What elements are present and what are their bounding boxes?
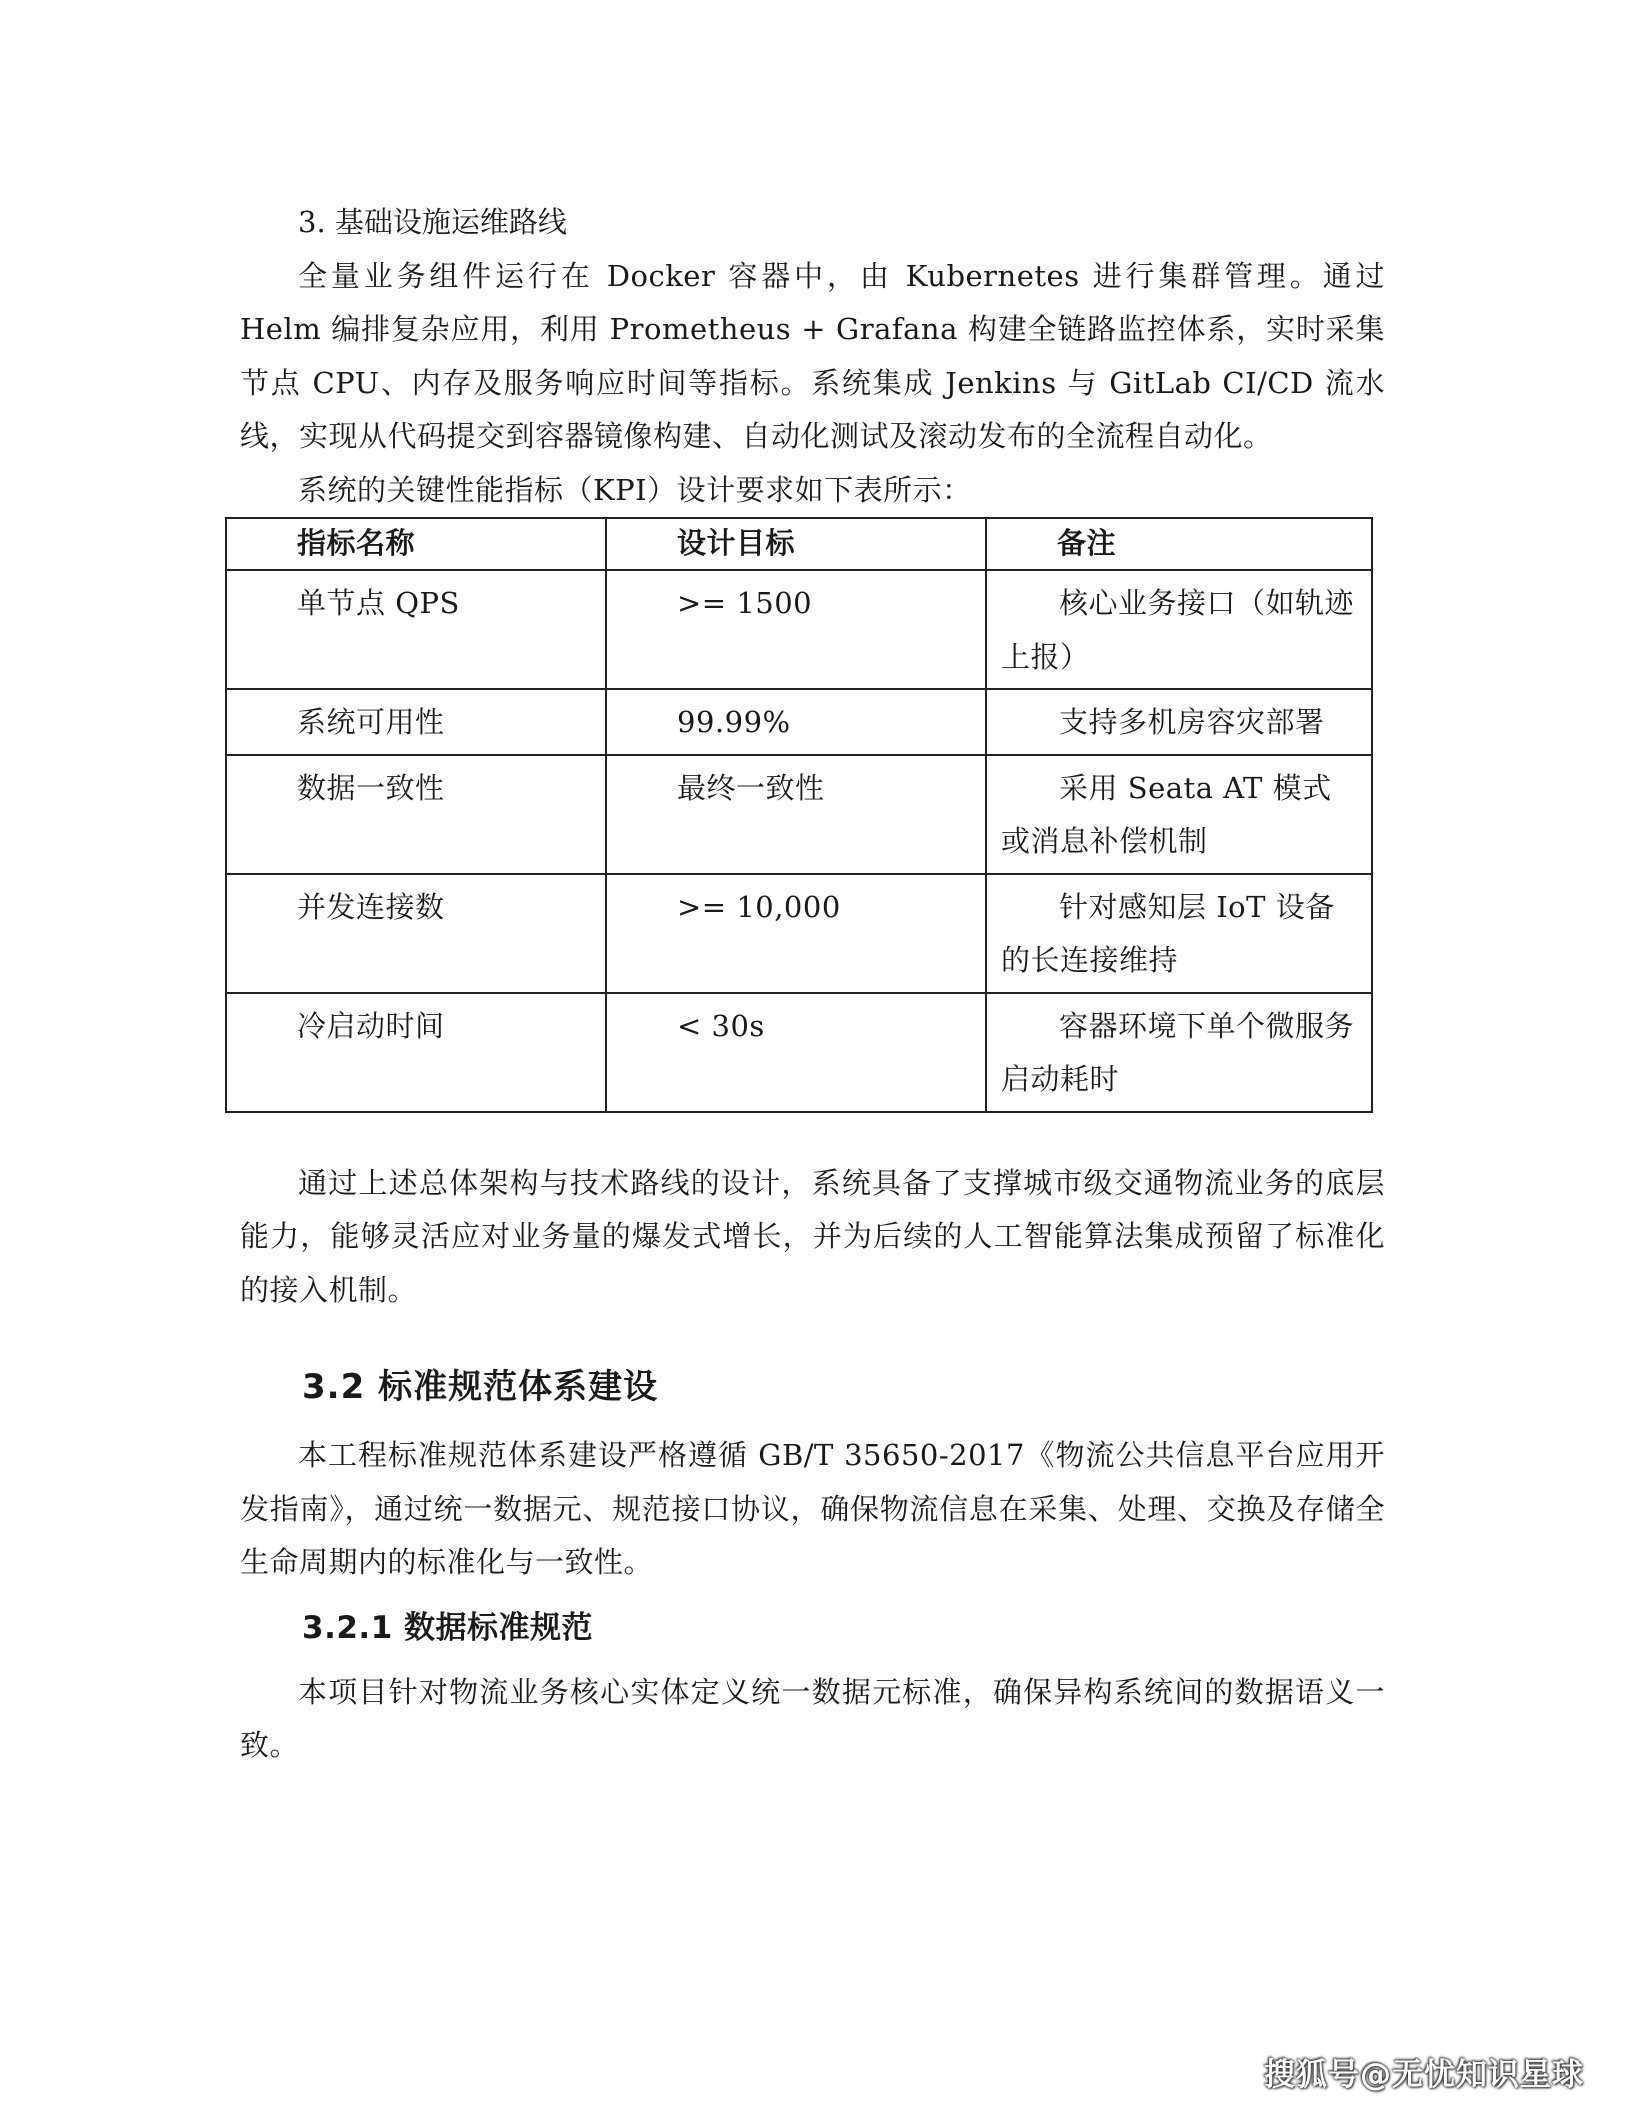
- spacer: [240, 1656, 1385, 1666]
- cell-metric: 单节点 QPS: [226, 570, 606, 689]
- paragraph-infra: 全量业务组件运行在 Docker 容器中，由 Kubernetes 进行集群管理。通过 Helm 编排复杂应用，利用 Prometheus + Grafana 构建全链路监控体系，实时采集节点 CPU、内存及服务响应时间等指标。系统集成 Jenkins 与 GitLab CI/CD 流水线，实现从代码提交到容器镜像构建、自动化测试及滚动发布的全流程自动化。: [240, 258, 1385, 453]
- table-row: [226, 689, 1372, 755]
- spacer: [240, 1590, 1385, 1600]
- cell-remark: 容器环境下单个微服务启动耗时: [986, 993, 1372, 1112]
- cell-metric: 冷启动时间: [226, 993, 606, 1112]
- kpi-table: [225, 517, 1373, 1113]
- header-remarks: 备注: [986, 518, 1372, 570]
- table-row: [226, 755, 1372, 874]
- cell-remark: 核心业务接口（如轨迹上报）: [986, 570, 1372, 689]
- paragraph-summary: 通过上述总体架构与技术路线的设计，系统具备了支撑城市级交通物流业务的底层能力，能够灵活应对业务量的爆发式增长，并为后续的人工智能算法集成预留了标准化的接入机制。: [240, 1165, 1385, 1307]
- cell-target: 最终一致性: [606, 755, 986, 874]
- cell-target: 99.99%: [606, 689, 986, 755]
- cell-remark: 采用 Seata AT 模式或消息补偿机制: [986, 755, 1372, 874]
- spacer: [240, 1113, 1385, 1157]
- section-heading-3-2-1: 3.2.1 数据标准规范: [302, 1609, 594, 1646]
- table-row: [226, 874, 1372, 993]
- header-metric-name: 指标名称: [226, 518, 606, 570]
- cell-remark: 支持多机房容灾部署: [986, 689, 1372, 755]
- cell-remark: 针对感知层 IoT 设备的长连接维持: [986, 874, 1372, 993]
- table-row: [226, 570, 1372, 689]
- cell-metric: 数据一致性: [226, 755, 606, 874]
- item-title-infra: 3. 基础设施运维路线: [298, 205, 567, 239]
- watermark: 搜狐号@无忧知识星球: [1264, 2057, 1584, 2093]
- cell-metric: 系统可用性: [226, 689, 606, 755]
- document-page: [240, 196, 1385, 1773]
- section-heading-3-2: 3.2 标准规范体系建设: [302, 1367, 659, 1407]
- table-header-row: [226, 518, 1372, 570]
- header-design-target: 设计目标: [606, 518, 986, 570]
- cell-target: >= 10,000: [606, 874, 986, 993]
- cell-metric: 并发连接数: [226, 874, 606, 993]
- paragraph-data-standard: 本项目针对物流业务核心实体定义统一数据元标准，确保异构系统间的数据语义一致。: [240, 1674, 1385, 1762]
- table-intro: 系统的关键性能指标（KPI）设计要求如下表所示：: [298, 472, 972, 507]
- paragraph-standards: 本工程标准规范体系建设严格遵循 GB/T 35650-2017《物流公共信息平台应用开发指南》，通过统一数据元、规范接口协议，确保物流信息在采集、处理、交换及存储全生命周期内的标准化与一致性。: [240, 1438, 1385, 1579]
- table-row: [226, 993, 1372, 1112]
- cell-target: >= 1500: [606, 570, 986, 689]
- spacer: [240, 1317, 1385, 1357]
- cell-target: < 30s: [606, 993, 986, 1112]
- spacer: [240, 1417, 1385, 1429]
